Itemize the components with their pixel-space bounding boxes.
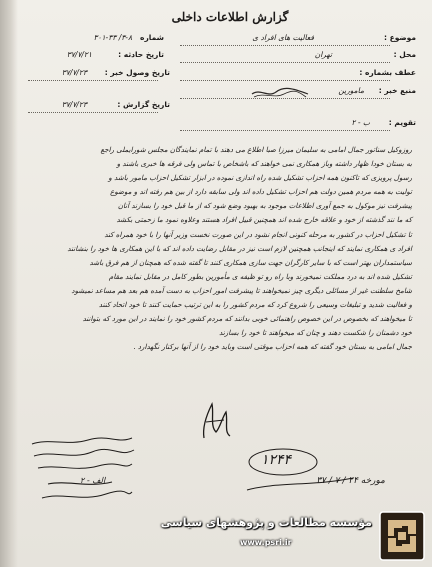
handwritten-signature bbox=[198, 398, 234, 442]
ref-label: عطف بشماره : bbox=[359, 68, 416, 77]
body-line: جمال امامی به بستان خود گفته که همه احزاب موقتی است وباید خود را از آنها برکنار نگهدارد . bbox=[133, 342, 412, 352]
body-line: روزوکیل سناتور جمال امامی به سلیمان میرزا صبا اطلاع می دهند با تمام نمایندگان مجلس شورایملی راجع bbox=[100, 145, 412, 154]
bottom-left-ref: الف - ۲ bbox=[80, 476, 106, 485]
report-date-label: تاریخ گزارش : bbox=[117, 100, 170, 109]
body-line: که ما نند گذشته از خود و علاقه خارج شده اند همچنین قبیل افراد هستند وعلاوه نمود ما زحمتی بکشد bbox=[116, 215, 412, 225]
institute-logo-icon bbox=[378, 510, 426, 562]
subject-value: فعالیت های افراد ی bbox=[252, 33, 314, 42]
marginal-number: ۱۲۴۴ bbox=[261, 452, 292, 468]
body-line: شامخ سلطنت غیر از مسائلی دیگری چیز نمیخواهند تا پیشرفت امور احزاب به دست آمده هم بعد هم مساعد نمیشود bbox=[71, 285, 412, 295]
body-line: تشکیل شده اند به درد مملکت نمیخورند وبا راه رو تو ظیفه ی مأمورین بطور کامل در مقابل نمایند مقام bbox=[108, 271, 412, 281]
watermark-url: www.psri.ir bbox=[240, 538, 292, 547]
number-value: ۳-۸/ ۳۰۱-۳۳ bbox=[93, 33, 132, 42]
header-rule bbox=[28, 80, 158, 82]
report-body bbox=[30, 143, 412, 354]
event-date-label: تاریخ حادثه : bbox=[118, 50, 164, 59]
document-title: گزارش اطلاعات داخلی bbox=[171, 10, 289, 24]
number-label: شماره bbox=[140, 33, 164, 42]
marginal-annotation bbox=[245, 442, 385, 498]
grading-label: تقویم : bbox=[388, 118, 416, 127]
header-rule bbox=[28, 112, 158, 114]
agent-value: مامورین bbox=[338, 86, 364, 95]
header-rule bbox=[180, 80, 390, 82]
body-line: پیشرفت نیز موکول به جمع آوری اطلاعات موجود به بهبود وضع شود که از ما قبل خود را بسازند آنان bbox=[117, 201, 412, 211]
body-line: تا تشکیل احزاب در کشور به مرحله کنونی انجام نشود در این صورت نخست وزیر آنها را با خود همراه کند bbox=[104, 229, 412, 239]
body-line: به بستان خودا ظهار داشته وباز همکاری نمی خواهند که باشخاص با تماس ولی فرقه ها خبری باشند و bbox=[116, 159, 412, 169]
body-line: خود دشمنان را شکست دهند و چنان که میخواهند تا خود را بسازند bbox=[219, 328, 412, 338]
body-line: افراد ی همکاری نمایند که اینجانب همچنین لازم است نیز در مقابل رضایت داده اند که با این همکاری ها خود را بنشانند bbox=[67, 243, 412, 253]
report-date-value: ۳۷/۷/۲۳ bbox=[61, 100, 87, 109]
place-label: محل : bbox=[393, 50, 416, 59]
header-rule bbox=[180, 62, 390, 64]
grading-value: ب - ۲ bbox=[351, 118, 370, 127]
body-line: رسول پرویزی که تاکنون همه احزاب تشکیل شده راه اندازی نموده در ابزار تشکیل احزاب مامور باشد و bbox=[108, 173, 412, 183]
body-line: و فعالیت شدید و تبلیغات وسیعی را شروع کرد که مردم کشور را به این ترتیب حمایت کنند تا خود اتحاد کنند bbox=[98, 300, 412, 310]
redaction-mark bbox=[250, 86, 310, 100]
handwritten-notes bbox=[28, 436, 138, 510]
body-line: تولیت به همه مردم همین دولت هم احزاب تشکیل داده اند ولی سابقه دارد از بین هم رفته اند و موضوع bbox=[110, 187, 412, 197]
header-rule bbox=[180, 45, 390, 47]
place-value: تهران bbox=[314, 50, 332, 59]
subject-label: موضوع : bbox=[383, 33, 416, 42]
receive-date-label: تاریخ وصول خبر : bbox=[104, 68, 170, 77]
source-label: منبع خبر : bbox=[378, 86, 416, 95]
header-rule bbox=[180, 130, 390, 132]
receive-date-value: ۳۷/۷/۲۳ bbox=[61, 68, 87, 77]
body-line: سیاستمداران بهتر است که با سایر کارگران جهت سازی همکاری کنند تا گفته شده که همچنان از هم فرق باشد bbox=[89, 257, 412, 267]
body-line: تا میخواهند که بخصوص در این خصوص راهنمائی خوبی بدانند که مردم کشور خود را نمایند در این مورد که بتوانند bbox=[82, 314, 412, 324]
marginal-date: مورخه ۲۴ / ۷ / ۳۷ bbox=[316, 476, 385, 486]
watermark-org-name: مؤسسه مطالعات و پژوهشهای سیاسی bbox=[160, 516, 372, 529]
event-date-value: ۳۷/۷/۲۱ bbox=[66, 50, 92, 59]
